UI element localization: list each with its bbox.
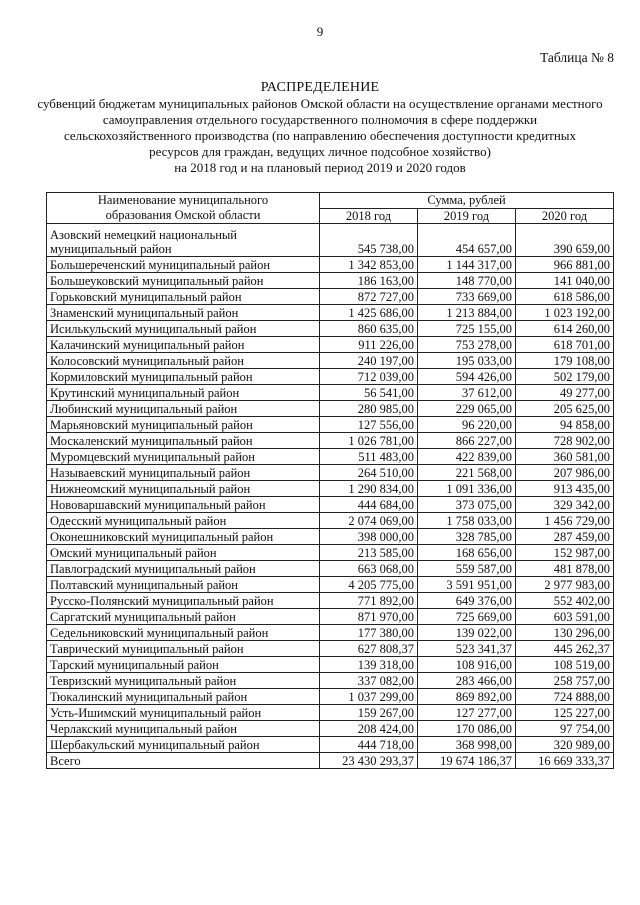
row-name: Нижнеомский муниципальный район: [47, 481, 320, 497]
row-value-2019: 368 998,00: [418, 737, 516, 753]
row-value-2018: 177 380,00: [320, 625, 418, 641]
total-label: Всего: [47, 753, 320, 769]
row-value-2020: 320 989,00: [516, 737, 614, 753]
row-value-2020: 552 402,00: [516, 593, 614, 609]
row-value-2020: 141 040,00: [516, 273, 614, 289]
row-value-2020: 130 296,00: [516, 625, 614, 641]
row-name: Павлоградский муниципальный район: [47, 561, 320, 577]
row-value-2020: 2 977 983,00: [516, 577, 614, 593]
row-value-2020: 258 757,00: [516, 673, 614, 689]
row-value-2020: 287 459,00: [516, 529, 614, 545]
row-value-2019: 725 155,00: [418, 321, 516, 337]
row-name: Оконешниковский муниципальный район: [47, 529, 320, 545]
row-name: Горьковский муниципальный район: [47, 289, 320, 305]
row-name: Кормиловский муниципальный район: [47, 369, 320, 385]
row-value-2020: 390 659,00: [516, 224, 614, 257]
row-value-2019: 283 466,00: [418, 673, 516, 689]
row-value-2019: 195 033,00: [418, 353, 516, 369]
table-row: [47, 641, 614, 657]
row-name-line-2: муниципальный район: [50, 242, 172, 256]
row-value-2019: 753 278,00: [418, 337, 516, 353]
row-name: Знаменский муниципальный район: [47, 305, 320, 321]
row-value-2020: 94 858,00: [516, 417, 614, 433]
row-value-2019: 1 091 336,00: [418, 481, 516, 497]
table-body: [47, 224, 614, 753]
table-row: [47, 385, 614, 401]
table-row: [47, 224, 614, 257]
row-value-2019: 37 612,00: [418, 385, 516, 401]
row-value-2018: 1 037 299,00: [320, 689, 418, 705]
row-value-2018: 860 635,00: [320, 321, 418, 337]
table-row: [47, 705, 614, 721]
row-value-2020: 152 987,00: [516, 545, 614, 561]
row-name: Полтавский муниципальный район: [47, 577, 320, 593]
row-value-2020: 329 342,00: [516, 497, 614, 513]
row-value-2018: 213 585,00: [320, 545, 418, 561]
row-value-2018: 208 424,00: [320, 721, 418, 737]
row-name: Седельниковский муниципальный район: [47, 625, 320, 641]
row-value-2018: 872 727,00: [320, 289, 418, 305]
row-value-2020: 205 625,00: [516, 401, 614, 417]
row-name: Большереченский муниципальный район: [47, 257, 320, 273]
row-value-2019: 1 758 033,00: [418, 513, 516, 529]
row-name: Большеуковский муниципальный район: [47, 273, 320, 289]
row-name: Тевризский муниципальный район: [47, 673, 320, 689]
row-name: Тарский муниципальный район: [47, 657, 320, 673]
table-label: Таблица № 8: [540, 50, 614, 65]
column-header-name: [47, 193, 320, 224]
row-value-2019: 170 086,00: [418, 721, 516, 737]
row-name: Саргатский муниципальный район: [47, 609, 320, 625]
row-value-2020: 614 260,00: [516, 321, 614, 337]
row-name: Шербакульский муниципальный район: [47, 737, 320, 753]
row-value-2019: 221 568,00: [418, 465, 516, 481]
row-value-2018: 444 718,00: [320, 737, 418, 753]
row-name: Крутинский муниципальный район: [47, 385, 320, 401]
table-row: [47, 529, 614, 545]
row-value-2020: 125 227,00: [516, 705, 614, 721]
row-value-2018: 771 892,00: [320, 593, 418, 609]
row-value-2020: 618 701,00: [516, 337, 614, 353]
row-value-2018: 240 197,00: [320, 353, 418, 369]
row-name: Усть-Ишимский муниципальный район: [47, 705, 320, 721]
row-value-2020: 108 519,00: [516, 657, 614, 673]
column-header-2019: 2019 год: [418, 208, 516, 224]
row-value-2019: 649 376,00: [418, 593, 516, 609]
row-value-2019: 139 022,00: [418, 625, 516, 641]
row-value-2018: 264 510,00: [320, 465, 418, 481]
row-value-2020: 207 986,00: [516, 465, 614, 481]
column-header-name-line-1: Наименование муниципального: [97, 193, 269, 207]
row-value-2020: 966 881,00: [516, 257, 614, 273]
row-value-2018: 159 267,00: [320, 705, 418, 721]
total-2020: 16 669 333,37: [516, 753, 614, 769]
heading-line-5: на 2018 год и на плановый период 2019 и 2020 годов: [174, 160, 466, 175]
row-value-2018: 127 556,00: [320, 417, 418, 433]
row-value-2018: 1 290 834,00: [320, 481, 418, 497]
distribution-table: [46, 192, 614, 769]
row-value-2019: 454 657,00: [418, 224, 516, 257]
row-value-2019: 108 916,00: [418, 657, 516, 673]
row-value-2019: 168 656,00: [418, 545, 516, 561]
row-value-2019: 373 075,00: [418, 497, 516, 513]
row-name: Одесский муниципальный район: [47, 513, 320, 529]
row-value-2020: 1 023 192,00: [516, 305, 614, 321]
row-name: Русско-Полянский муниципальный район: [47, 593, 320, 609]
table-row: [47, 737, 614, 753]
table-row: [47, 321, 614, 337]
table-row: [47, 609, 614, 625]
column-header-2018: 2018 год: [320, 208, 418, 224]
table-row: [47, 289, 614, 305]
table-row: [47, 481, 614, 497]
table-row: [47, 513, 614, 529]
row-value-2018: 663 068,00: [320, 561, 418, 577]
row-name-line-1: Азовский немецкий национальный: [50, 228, 237, 242]
row-value-2018: 398 000,00: [320, 529, 418, 545]
table-row: [47, 561, 614, 577]
column-header-2020: 2020 год: [516, 208, 614, 224]
row-name: Любинский муниципальный район: [47, 401, 320, 417]
row-value-2019: 725 669,00: [418, 609, 516, 625]
page-number: 9: [316, 24, 324, 39]
table-row: [47, 689, 614, 705]
table-row: [47, 657, 614, 673]
document-heading: [20, 80, 620, 176]
row-value-2019: 96 220,00: [418, 417, 516, 433]
table-row: [47, 353, 614, 369]
row-value-2019: 733 669,00: [418, 289, 516, 305]
table-row: [47, 673, 614, 689]
row-value-2018: 186 163,00: [320, 273, 418, 289]
row-value-2018: 1 425 686,00: [320, 305, 418, 321]
row-value-2018: 139 318,00: [320, 657, 418, 673]
row-value-2020: 97 754,00: [516, 721, 614, 737]
row-value-2018: 871 970,00: [320, 609, 418, 625]
total-row: [47, 753, 614, 769]
row-value-2019: 422 839,00: [418, 449, 516, 465]
row-value-2018: 4 205 775,00: [320, 577, 418, 593]
row-name: Марьяновский муниципальный район: [47, 417, 320, 433]
row-value-2019: 1 213 884,00: [418, 305, 516, 321]
row-value-2019: 869 892,00: [418, 689, 516, 705]
row-value-2019: 1 144 317,00: [418, 257, 516, 273]
table-row: [47, 337, 614, 353]
table-row: [47, 721, 614, 737]
row-value-2020: 481 878,00: [516, 561, 614, 577]
row-value-2019: 3 591 951,00: [418, 577, 516, 593]
row-name: Муромцевский муниципальный район: [47, 449, 320, 465]
row-value-2018: 56 541,00: [320, 385, 418, 401]
column-header-name-line-2: образования Омской области: [105, 208, 261, 222]
row-value-2019: 229 065,00: [418, 401, 516, 417]
row-name: Черлакский муниципальный район: [47, 721, 320, 737]
table-row: [47, 417, 614, 433]
heading-title: РАСПРЕДЕЛЕНИЕ: [260, 80, 380, 95]
table-row: [47, 593, 614, 609]
row-name: Нововаршавский муниципальный район: [47, 497, 320, 513]
row-name: Таврический муниципальный район: [47, 641, 320, 657]
table-row: [47, 465, 614, 481]
row-value-2019: 127 277,00: [418, 705, 516, 721]
row-value-2020: 360 581,00: [516, 449, 614, 465]
row-value-2018: 911 226,00: [320, 337, 418, 353]
row-value-2020: 618 586,00: [516, 289, 614, 305]
total-2018: 23 430 293,37: [320, 753, 418, 769]
row-value-2020: 502 179,00: [516, 369, 614, 385]
total-2019: 19 674 186,37: [418, 753, 516, 769]
table-row: [47, 449, 614, 465]
row-value-2020: 724 888,00: [516, 689, 614, 705]
table-row: [47, 545, 614, 561]
row-value-2019: 523 341,37: [418, 641, 516, 657]
row-value-2018: 1 026 781,00: [320, 433, 418, 449]
row-value-2018: 444 684,00: [320, 497, 418, 513]
row-name: Называевский муниципальный район: [47, 465, 320, 481]
table-row: [47, 369, 614, 385]
row-value-2020: 603 591,00: [516, 609, 614, 625]
table-row: [47, 305, 614, 321]
table-row: [47, 273, 614, 289]
row-value-2020: 179 108,00: [516, 353, 614, 369]
row-value-2020: 445 262,37: [516, 641, 614, 657]
row-value-2018: 1 342 853,00: [320, 257, 418, 273]
row-name: Омский муниципальный район: [47, 545, 320, 561]
row-value-2020: 1 456 729,00: [516, 513, 614, 529]
table-row: [47, 433, 614, 449]
row-value-2019: 594 426,00: [418, 369, 516, 385]
table-row: [47, 401, 614, 417]
table-row: [47, 577, 614, 593]
row-value-2019: 148 770,00: [418, 273, 516, 289]
row-value-2019: 866 227,00: [418, 433, 516, 449]
heading-line-1: субвенций бюджетам муниципальных районов Омской области на осуществление органами местного: [37, 96, 603, 111]
row-name: Калачинский муниципальный район: [47, 337, 320, 353]
row-value-2018: 511 483,00: [320, 449, 418, 465]
row-name: Колосовский муниципальный район: [47, 353, 320, 369]
row-value-2018: 337 082,00: [320, 673, 418, 689]
column-header-sum: Сумма, рублей: [320, 193, 614, 209]
row-name: Москаленский муниципальный район: [47, 433, 320, 449]
row-value-2018: 280 985,00: [320, 401, 418, 417]
row-value-2020: 49 277,00: [516, 385, 614, 401]
row-value-2018: 2 074 069,00: [320, 513, 418, 529]
row-value-2018: 712 039,00: [320, 369, 418, 385]
row-value-2018: 627 808,37: [320, 641, 418, 657]
heading-line-2: самоуправления отдельного государственного полномочия в сфере поддержки: [102, 112, 538, 127]
row-value-2020: 728 902,00: [516, 433, 614, 449]
row-value-2019: 559 587,00: [418, 561, 516, 577]
table-row: [47, 625, 614, 641]
table-row: [47, 497, 614, 513]
row-value-2018: 545 738,00: [320, 224, 418, 257]
row-name: [47, 224, 320, 257]
row-value-2019: 328 785,00: [418, 529, 516, 545]
heading-line-3: сельскохозяйственного производства (по направлению обеспечения доступности кредитных: [63, 128, 577, 143]
row-name: Исилькульский муниципальный район: [47, 321, 320, 337]
row-value-2020: 913 435,00: [516, 481, 614, 497]
table-row: [47, 257, 614, 273]
heading-line-4: ресурсов для граждан, ведущих личное подсобное хозяйство): [149, 144, 491, 159]
row-name: Тюкалинский муниципальный район: [47, 689, 320, 705]
